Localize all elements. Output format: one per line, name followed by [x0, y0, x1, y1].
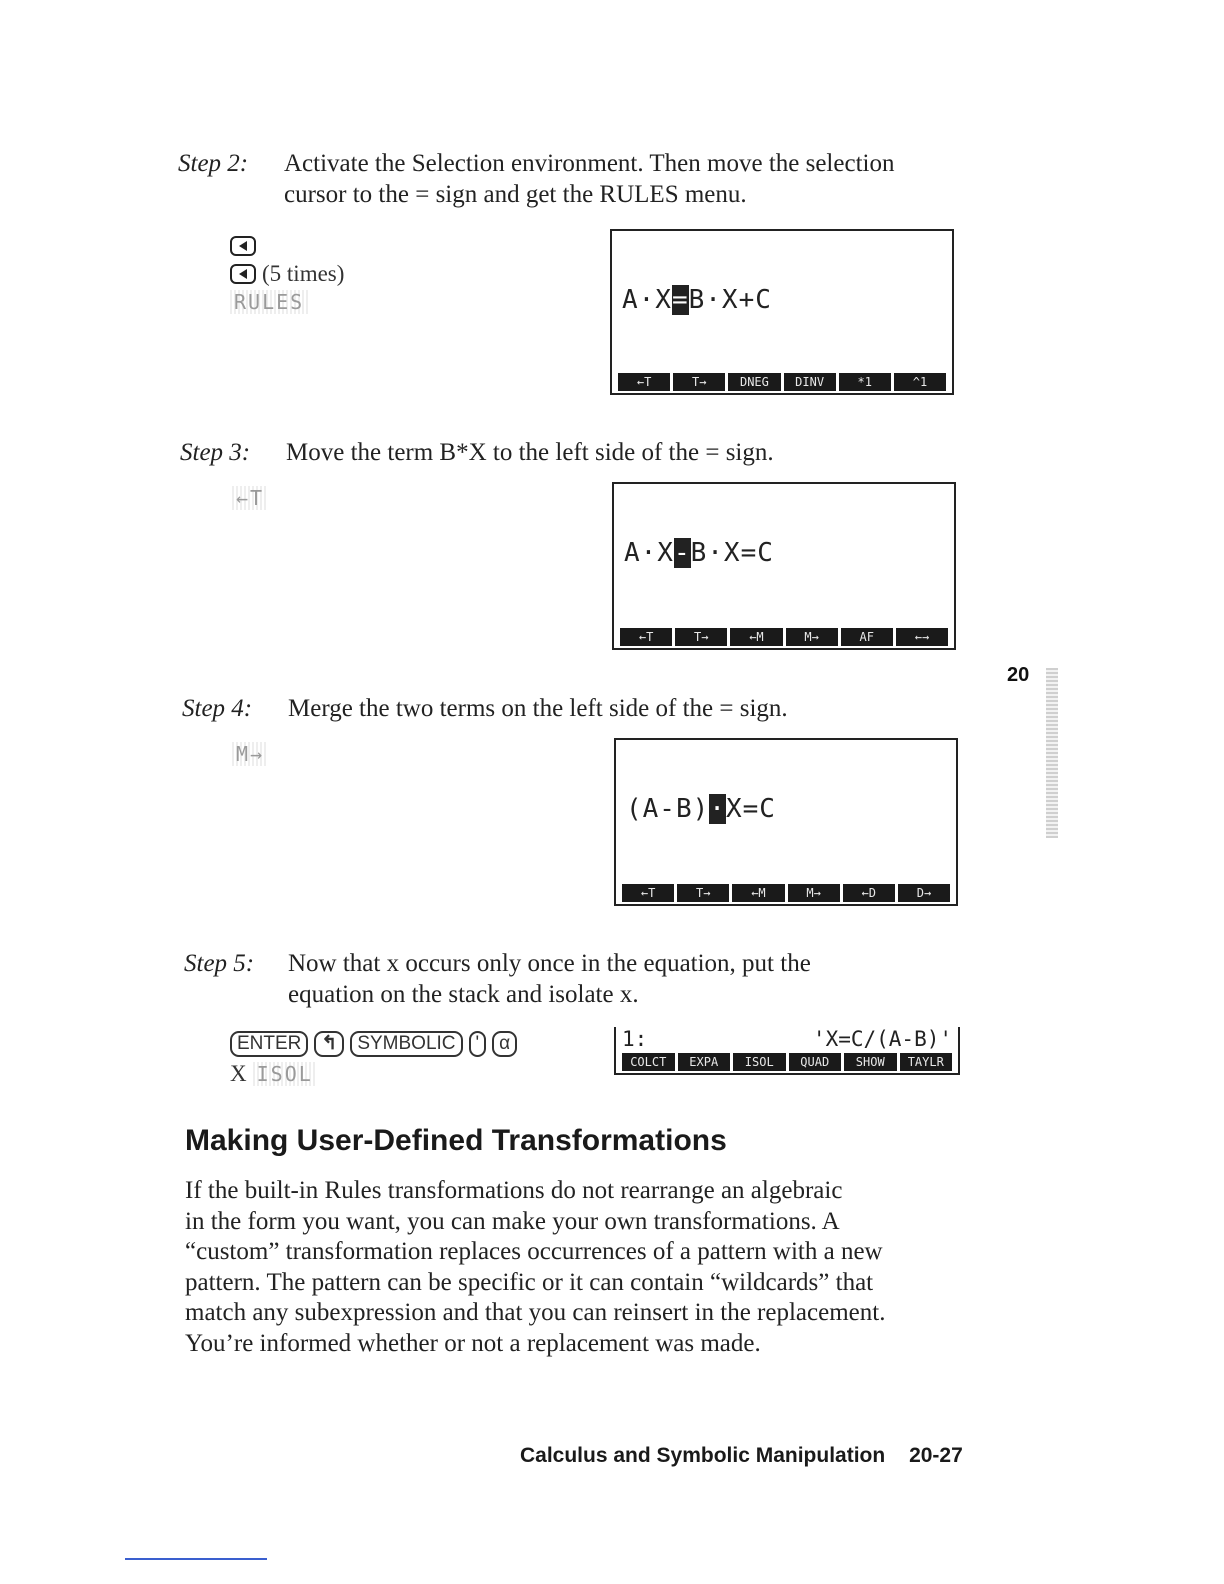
menu-key-1: COLCT: [622, 1053, 675, 1071]
footer-page-number: 20-27: [909, 1444, 963, 1467]
symbolic-key: SYMBOLIC: [350, 1031, 462, 1057]
step-5-label: Step 5:: [184, 950, 255, 977]
display-expression: [624, 538, 774, 568]
chapter-tab-strip: [1046, 668, 1058, 838]
chapter-tab-number: 20: [1007, 664, 1030, 686]
display-menu-bar: [620, 628, 948, 646]
menu-key-2: T→: [675, 628, 727, 646]
menu-key-5: AF: [841, 628, 893, 646]
menu-key-4: DINV: [784, 373, 836, 391]
expr-pre: (A-B): [626, 794, 710, 824]
menu-key-2: T→: [677, 884, 729, 902]
page-footer: [520, 1444, 963, 1468]
calculator-display-step-2: [610, 229, 954, 395]
key-line-left-arrow: [230, 232, 344, 260]
step-3-label: Step 3:: [180, 439, 251, 466]
paragraph-line: You’re informed whether or not a replacement was made.: [185, 1329, 761, 1357]
expr-post: X=C: [725, 794, 776, 824]
selection-cursor: =: [671, 285, 689, 315]
menu-key-6: TAYLR: [900, 1053, 953, 1071]
display-expression: [626, 794, 776, 824]
display-expression: [622, 285, 772, 315]
menu-key-1: ←T: [622, 884, 674, 902]
step-5-text-line2: equation on the stack and isolate x.: [288, 981, 639, 1008]
menu-key-3: ISOL: [733, 1053, 786, 1071]
paragraph-line: match any subexpression and that you can reinsert in the replacement.: [185, 1299, 886, 1326]
key-line-left-arrow-repeat: [230, 260, 344, 288]
selection-cursor: ·: [709, 794, 726, 824]
menu-key-2: T→: [673, 373, 725, 391]
x-key-letter: X: [230, 1061, 247, 1086]
paragraph-line: If the built-in Rules transformations do not rearrange an algebraic: [185, 1177, 843, 1204]
step-5-text: [288, 948, 811, 1010]
menu-key-3: ←M: [730, 628, 782, 646]
section-heading: Making User-Defined Transformations: [185, 1124, 727, 1157]
rules-menu-key: RULES: [230, 290, 308, 314]
expr-post: B·X=C: [690, 538, 774, 568]
merge-right-key: M→: [232, 742, 268, 766]
calculator-display-step-4: [614, 738, 958, 906]
menu-key-1: ←T: [620, 628, 672, 646]
enter-key: ENTER: [230, 1031, 308, 1057]
step-2-keys: [230, 232, 344, 316]
menu-key-4: M→: [788, 884, 840, 902]
step-2-text-line2: cursor to the = sign and get the RULES menu.: [284, 181, 747, 208]
expr-pre: A·X: [622, 285, 672, 315]
menu-key-3: DNEG: [728, 373, 780, 391]
stack-level-value: 'X=C/(A-B)': [812, 1027, 952, 1051]
section-paragraph: [185, 1176, 985, 1359]
keyline-isol: [230, 1060, 517, 1088]
step-4-label: Step 4:: [182, 695, 253, 722]
step-4-keys: [232, 742, 268, 766]
step-3-text: Move the term B*X to the left side of the = sign.: [286, 439, 774, 466]
footnote-rule: [125, 1558, 267, 1560]
paragraph-line: “custom” transformation replaces occurrences of a pattern with a new: [185, 1238, 883, 1265]
footer-title: Calculus and Symbolic Manipulation: [520, 1444, 886, 1467]
step-2-label: Step 2:: [178, 150, 249, 177]
step-2-text-line1: Activate the Selection environment. Then move the selection: [284, 150, 895, 177]
expr-pre: A·X: [624, 538, 674, 568]
left-arrow-key-icon: [230, 236, 256, 256]
menu-key-5: ←D: [843, 884, 895, 902]
step-4-text: Merge the two terms on the left side of the = sign.: [288, 695, 788, 722]
menu-key-6: ^1: [894, 373, 946, 391]
step-5-text-line1: Now that x occurs only once in the equation, put the: [288, 950, 811, 977]
key-line-rules: [230, 288, 344, 316]
expr-post: B·X+C: [688, 285, 772, 315]
step-2-text: [284, 148, 894, 210]
menu-key-4: QUAD: [789, 1053, 842, 1071]
menu-key-2: EXPA: [678, 1053, 731, 1071]
calculator-stack-display: [614, 1027, 960, 1075]
tick-key: ': [469, 1031, 487, 1057]
menu-key-6: ←→: [896, 628, 948, 646]
step-5-keys: [230, 1030, 517, 1088]
display-menu-bar: [618, 373, 946, 391]
move-term-left-key: ←T: [232, 486, 268, 510]
paragraph-line: pattern. The pattern can be specific or it can contain “wildcards” that: [185, 1268, 874, 1296]
menu-key-5: *1: [839, 373, 891, 391]
menu-key-4: M→: [786, 628, 838, 646]
selection-cursor: -: [673, 538, 691, 568]
display-menu-bar: [622, 884, 950, 902]
menu-key-6: D→: [898, 884, 950, 902]
stack-level-1: [622, 1027, 952, 1053]
repeat-count: (5 times): [262, 261, 345, 286]
keycap-row: [230, 1030, 517, 1058]
left-shift-key-icon: ↰: [314, 1031, 344, 1057]
alpha-key: α: [492, 1031, 517, 1057]
calculator-display-step-3: [612, 482, 956, 650]
left-arrow-key-icon: [230, 264, 256, 284]
display-menu-bar: [622, 1053, 952, 1071]
step-3-keys: [232, 486, 268, 510]
isol-menu-key: ISOL: [253, 1062, 317, 1086]
paragraph-line: in the form you want, you can make your own transformations. A: [185, 1207, 840, 1235]
menu-key-1: ←T: [618, 373, 670, 391]
stack-level-number: 1:: [622, 1027, 648, 1051]
menu-key-3: ←M: [732, 884, 784, 902]
menu-key-5: SHOW: [844, 1053, 897, 1071]
